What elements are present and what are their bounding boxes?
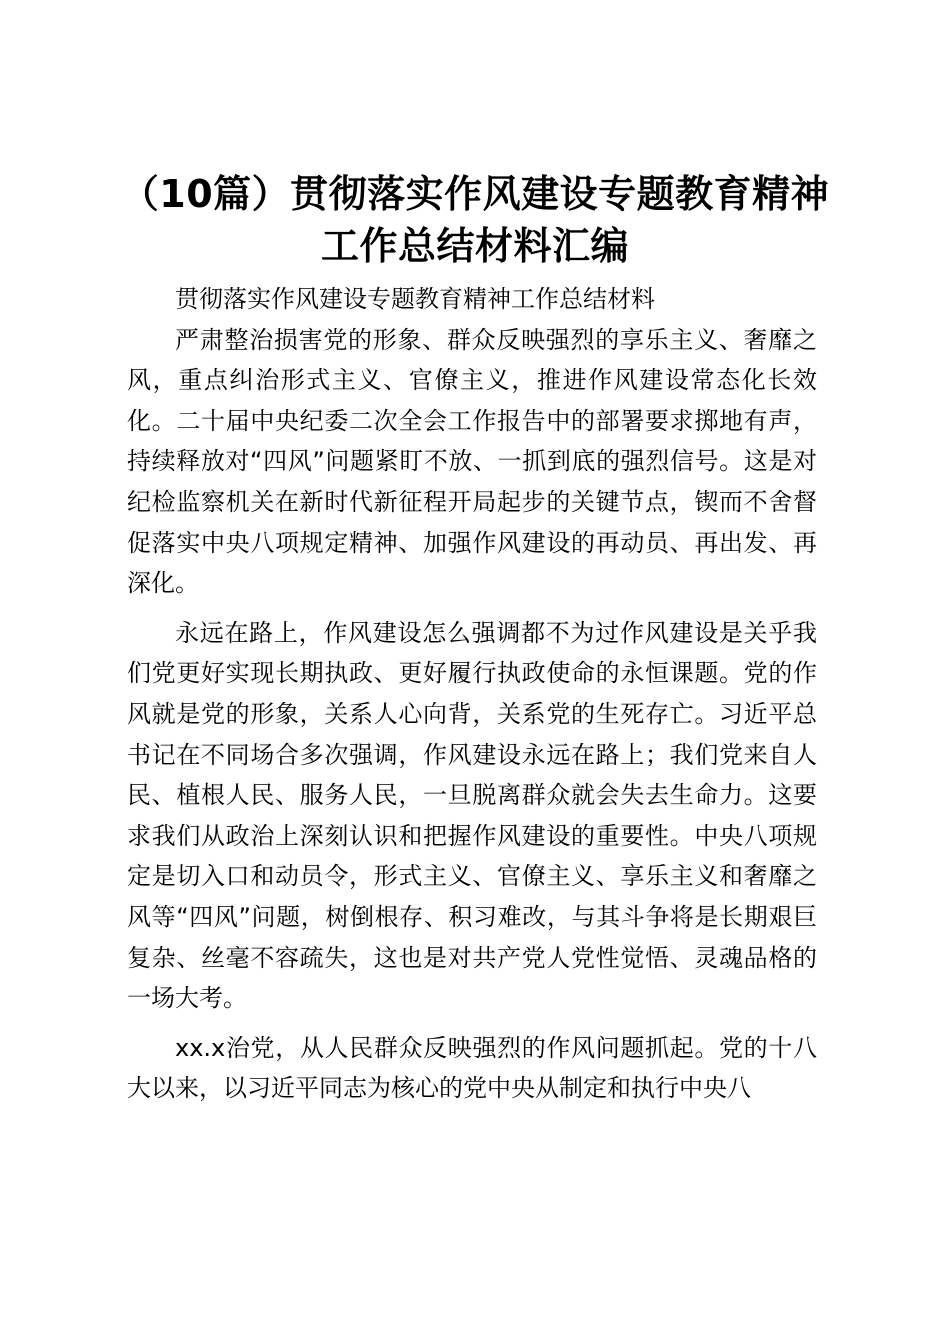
paragraph: 永远在路上，作风建设怎么强调都不为过作风建设是关乎我们党更好实现长期执政、更好履行执政使命的永恒课题。党的作风就是党的形象，关系人心向背，关系党的生死存亡。习近平总书记在不同场合多次强调，作风建设永远在路上；我们党来自人民、植根人民、服务人民，一旦脱离群众就会失去生命力。这要求我们从政治上深刻认识和把握作风建设的重要性。中央八项规定是切入口和动员令，形式主义、官僚主义、享乐主义和奢靡之风等“四风”问题，树倒根存、积习难改，与其斗争将是长期艰巨复杂、丝毫不容疏失，这也是对共产党人党性觉悟、灵魂品格的一场大考。 — [127, 618, 817, 1013]
paragraph: xx.x治党，从人民群众反映强烈的作风问题抓起。党的十八大以来，以习近平同志为核心的党中央从制定和执行中央八 — [127, 1033, 817, 1103]
document-title: （10篇）贯彻落实作风建设专题教育精神工作总结材料汇编 — [120, 172, 830, 268]
document-body — [127, 279, 817, 1109]
paragraph-subtitle: 贯彻落实作风建设专题教育精神工作总结材料 — [175, 285, 655, 313]
paragraph: 严肃整治损害党的形象、群众反映强烈的享乐主义、奢靡之风，重点纠治形式主义、官僚主义，推进作风建设常态化长效化。二十届中央纪委二次全会工作报告中的部署要求掷地有声，持续释放对“四风”问题紧盯不放、一抓到底的强烈信号。这是对纪检监察机关在新时代新征程开局起步的关键节点，锲而不舍督促落实中央八项规定精神、加强作风建设的再动员、再出发、再深化。 — [127, 325, 817, 598]
